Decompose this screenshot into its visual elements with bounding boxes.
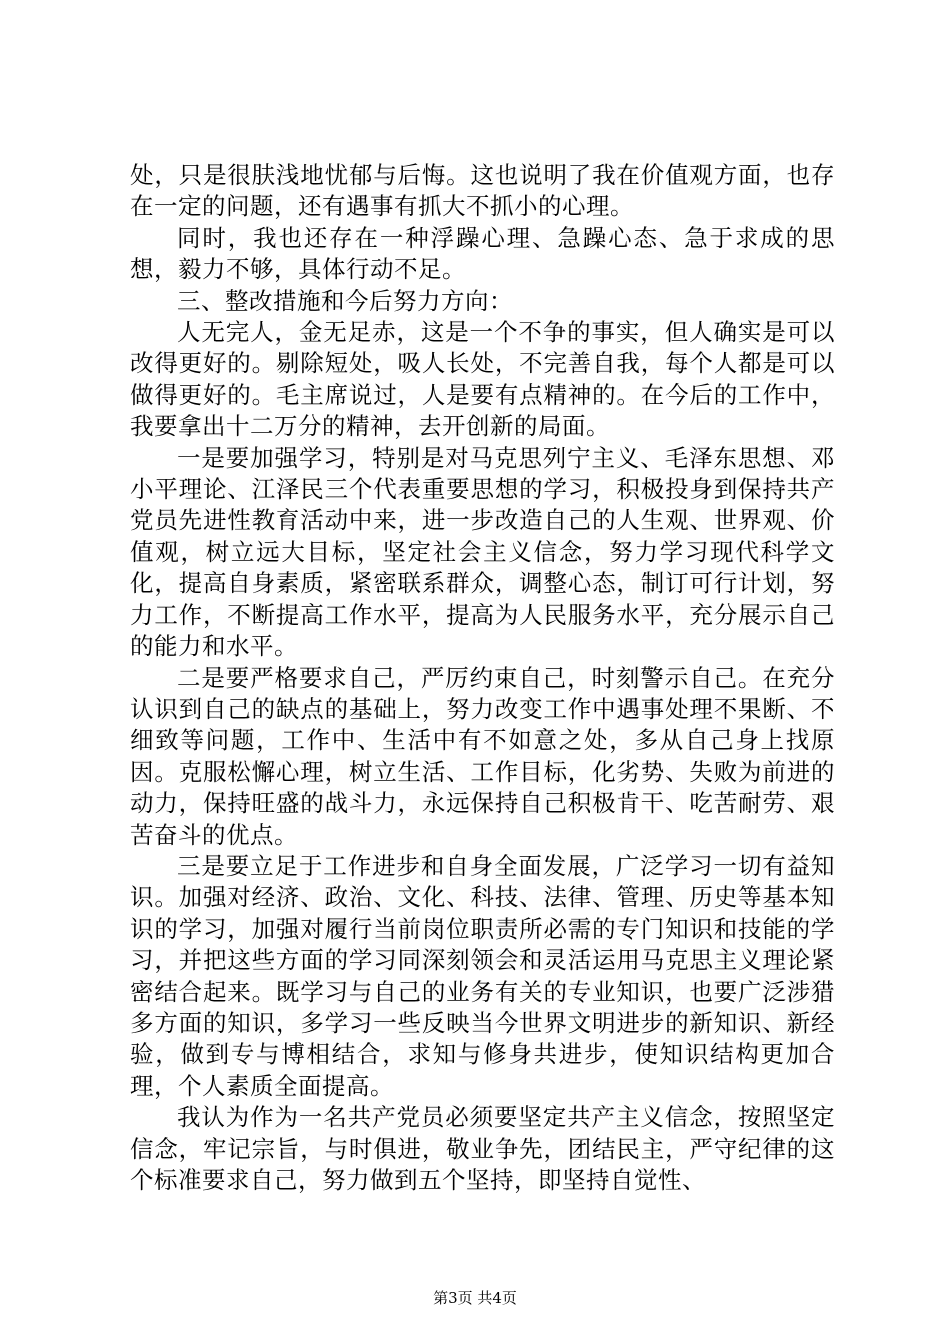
paragraph-impatience: 同时，我也还存在一种浮躁心理、急躁心态、急于求成的思想，毅力不够，具体行动不足。 <box>130 223 835 284</box>
paragraph-nobody-perfect: 人无完人，金无足赤，这是一个不争的事实，但人确实是可以改得更好的。剔除短处，吸人长处，不完善自我，每个人都是可以做得更好的。毛主席说过，人是要有点精神的。在今后的工作中，我要拿出十二万分的精神，去开创新的局面。 <box>130 318 835 441</box>
paragraph-point-two: 二是要严格要求自己，严厉约束自己，时刻警示自己。在充分认识到自己的缺点的基础上，努力改变工作中遇事处理不果断、不细致等问题，工作中、生活中有不如意之处，多从自己身上找原因。克服松懈心理，树立生活、工作目标，化劣势、失败为前进的动力，保持旺盛的战斗力，永远保持自己积极肯干、吃苦耐劳、艰苦奋斗的优点。 <box>130 663 835 849</box>
paragraph-point-one: 一是要加强学习，特别是对马克思列宁主义、毛泽东思想、邓小平理论、江泽民三个代表重要思想的学习，积极投身到保持共产党员先进性教育活动中来，进一步改造自己的人生观、世界观、价值观，树立远大目标，坚定社会主义信念，努力学习现代科学文化，提高自身素质，紧密联系群众，调整心态，制订可行计划，努力工作，不断提高工作水平，提高为人民服务水平，充分展示自己的能力和水平。 <box>130 443 835 661</box>
document-body <box>130 160 835 1196</box>
paragraph-point-three: 三是要立足于工作进步和自身全面发展，广泛学习一切有益知识。加强对经济、政治、文化、科技、法律、管理、历史等基本知识的学习，加强对履行当前岗位职责所必需的专门知识和技能的学习，并把这些方面的学习同深刻领会和灵活运用马克思主义理论紧密结合起来。既学习与自己的业务有关的专业知识，也要广泛涉猎多方面的知识，多学习一些反映当今世界文明进步的新知识、新经验，做到专与博相结合，求知与修身共进步，使知识结构更加合理，个人素质全面提高。 <box>130 851 835 1100</box>
paragraph-conclusion: 我认为作为一名共产党员必须要坚定共产主义信念，按照坚定信念，牢记宗旨，与时俱进，敬业争先，团结民主，严守纪律的这个标准要求自己，努力做到五个坚持，即坚持自觉性、 <box>130 1103 835 1194</box>
section-heading-rectification: 三、整改措施和今后努力方向： <box>177 286 513 315</box>
paragraph-continuation: 处，只是很肤浅地忧郁与后悔。这也说明了我在价值观方面，也存在一定的问题，还有遇事有抓大不抓小的心理。 <box>130 161 835 221</box>
page-number-footer: 第3页 共4页 <box>433 1289 517 1307</box>
